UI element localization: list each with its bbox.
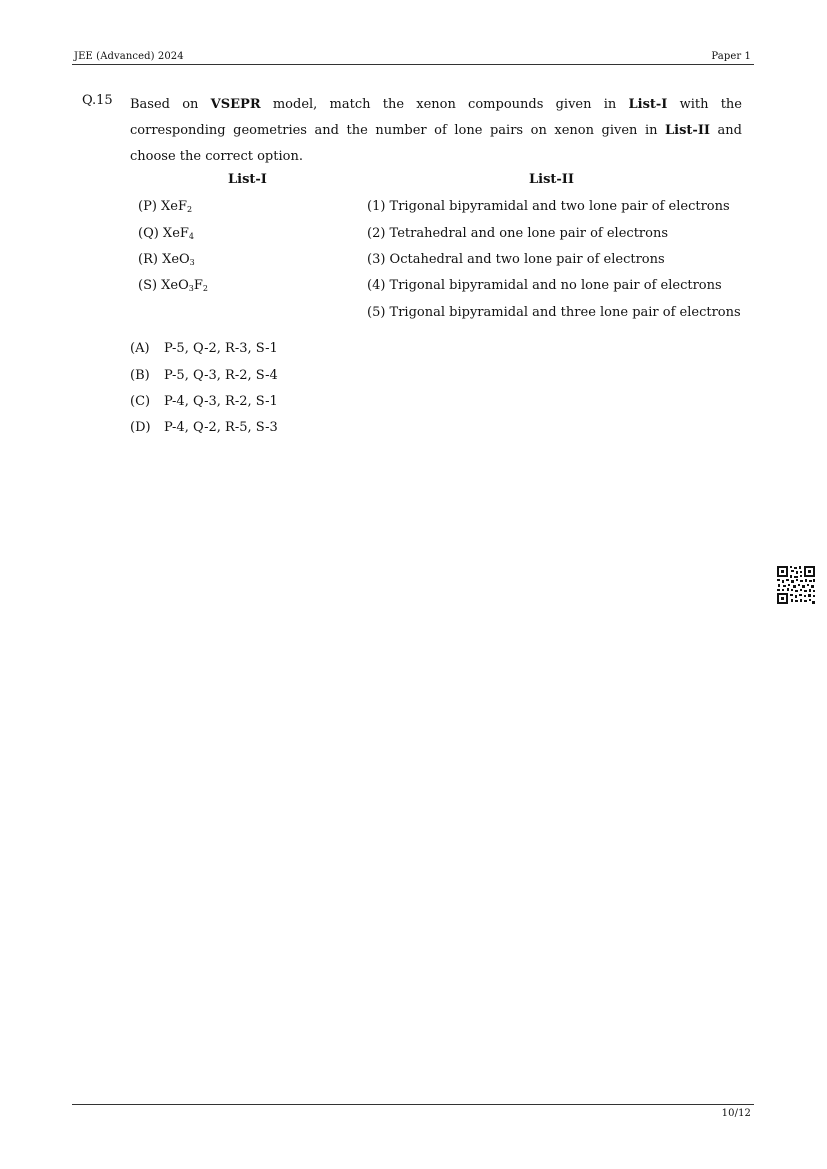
list2-item-1: (1) Trigonal bipyramidal and two lone pair of electrons (367, 199, 730, 214)
option-letter: (C) (130, 394, 151, 409)
list2-item-5: (5) Trigonal bipyramidal and three lone pair of electrons (367, 305, 741, 320)
footer-divider (72, 1104, 754, 1105)
question-text: Based on VSEPR model, match the xenon compounds given in List-I with the corresponding geometries and the number of lone pairs on xenon given in List-II and choose the correct option. (130, 97, 742, 164)
option-b[interactable] (130, 368, 278, 383)
option-text: P-4, Q-2, R-5, S-3 (164, 420, 278, 435)
list2-item-4: (4) Trigonal bipyramidal and no lone pair of electrons (367, 278, 722, 293)
qr-code-icon (776, 565, 816, 605)
option-letter: (D) (130, 420, 151, 435)
option-text: P-5, Q-2, R-3, S-1 (164, 341, 278, 356)
list2-item-2: (2) Tetrahedral and one lone pair of electrons (367, 226, 668, 241)
option-text: P-5, Q-3, R-2, S-4 (164, 368, 278, 383)
option-d[interactable] (130, 420, 278, 435)
header-exam-title: JEE (Advanced) 2024 (74, 51, 184, 62)
header-paper-label: Paper 1 (711, 51, 751, 62)
option-text: P-4, Q-3, R-2, S-1 (164, 394, 278, 409)
list1-item-q: (Q) XeF$_4$ (138, 226, 194, 241)
option-a[interactable] (130, 341, 278, 356)
option-letter: (A) (130, 341, 150, 356)
option-c[interactable] (130, 394, 278, 409)
question-number: Q.15 (82, 93, 113, 108)
page-number: 10/12 (721, 1108, 751, 1119)
list2-heading: List-II (529, 172, 574, 187)
header-divider (72, 64, 754, 65)
list1-item-s: (S) $XeO_3F_2$ (138, 278, 209, 293)
option-letter: (B) (130, 368, 150, 383)
list1-heading: List-I (228, 172, 267, 187)
list1-item-p: (P) XeF$_2$ (138, 199, 193, 214)
list1-item-r: (R) XeO$_3$ (138, 252, 195, 267)
list2-item-3: (3) Octahedral and two lone pair of electrons (367, 252, 665, 267)
